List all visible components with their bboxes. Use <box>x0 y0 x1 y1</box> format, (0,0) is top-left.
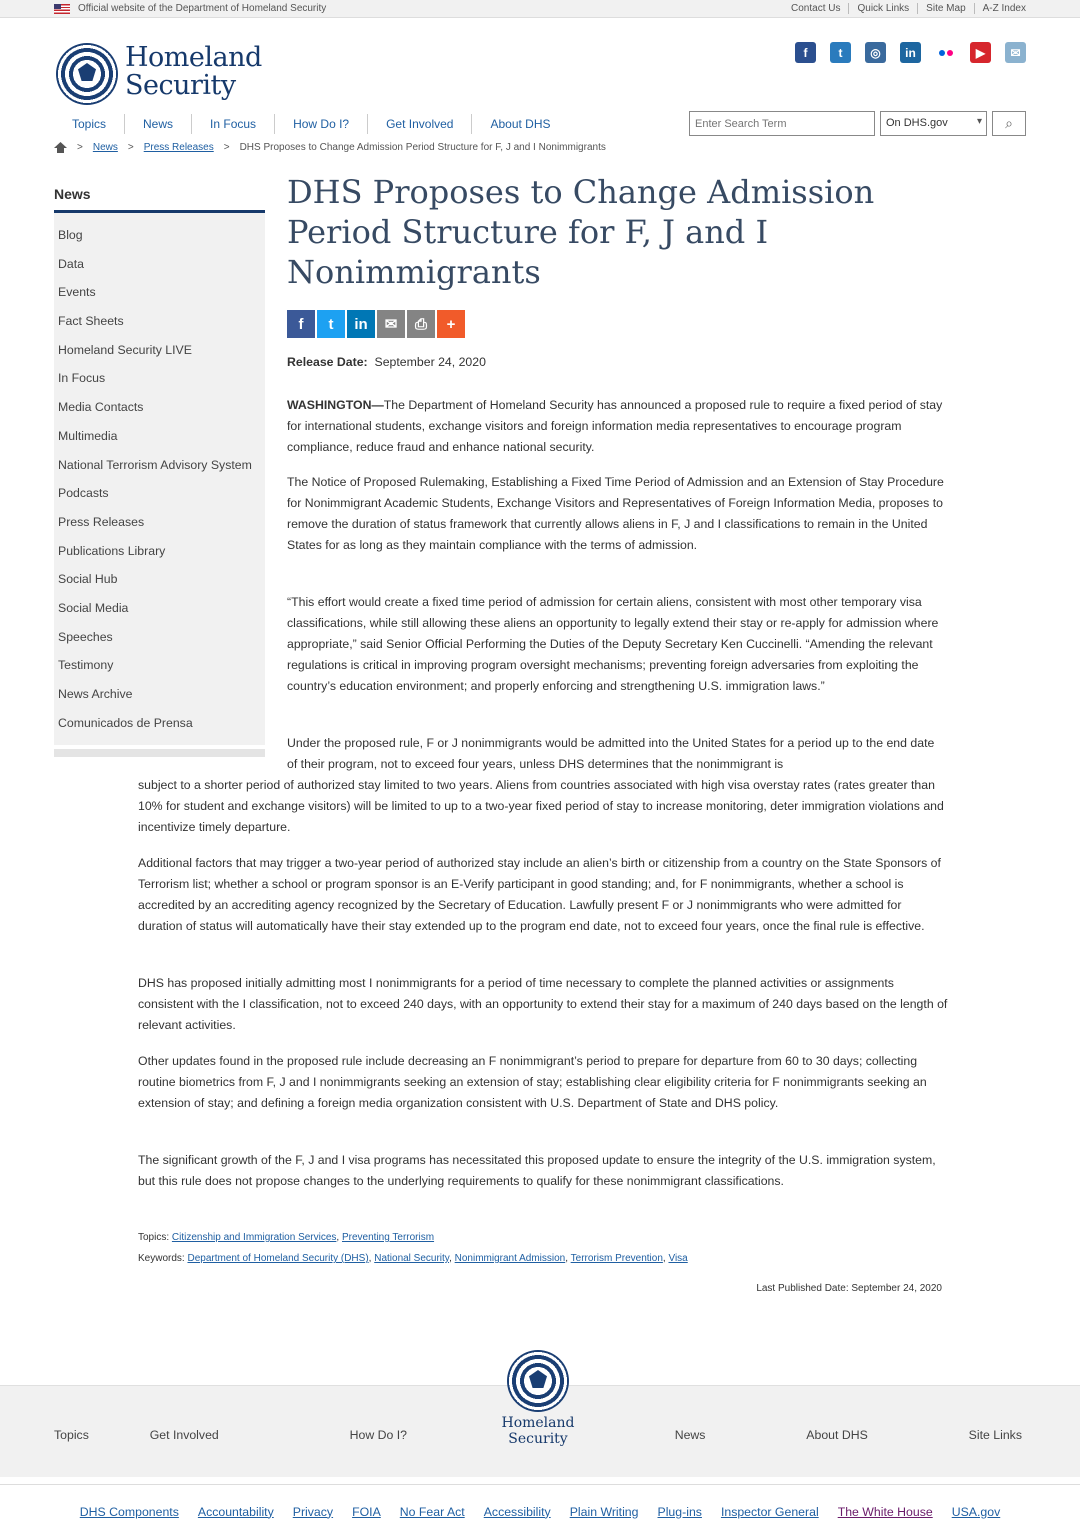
nav-how-do-i[interactable]: How Do I? <box>274 114 367 134</box>
sidebar-list <box>54 213 265 745</box>
sidebar-item-blog[interactable]: Blog <box>58 228 83 242</box>
sidebar-item-fact-sheets[interactable]: Fact Sheets <box>58 314 124 329</box>
search-scope-value: On DHS.gov <box>886 117 948 129</box>
sidebar-footer-bar <box>54 749 265 757</box>
footer-link-usa-gov[interactable]: USA.gov <box>951 1504 1001 1519</box>
footer-nav-topics[interactable]: Topics <box>54 1428 89 1442</box>
a-z-index-link[interactable]: A-Z Index <box>974 3 1026 14</box>
quick-links-link[interactable]: Quick Links <box>848 3 917 14</box>
nav-in-focus[interactable]: In Focus <box>191 114 274 134</box>
article-paragraph-2: The Notice of Proposed Rulemaking, Establishing a Fixed Time Period of Admission and an Extension of Stay Procedure for Nonimmigrant Academic Students, Exchange Visitors and Representatives of Foreign Information Media, proposes to remove the duration of status framework that currently allows aliens in F, J and I classifications to remain in the United States for as long as they maintain compliance with the terms of admission. <box>287 475 944 552</box>
footer-link-plug-ins[interactable]: Plug-ins <box>657 1504 702 1519</box>
site-logo-text[interactable] <box>125 44 262 100</box>
footer-nav-news[interactable]: News <box>674 1428 706 1442</box>
share-toolbar <box>287 310 465 338</box>
sidebar-item-publications-library[interactable]: Publications Library <box>58 543 166 558</box>
utility-links <box>783 3 1026 14</box>
search-button[interactable] <box>992 111 1026 136</box>
sidebar-item-events[interactable]: Events <box>58 285 96 300</box>
share-twitter-icon[interactable]: t <box>317 310 345 338</box>
sidebar-item-in-focus[interactable]: In Focus <box>58 371 106 386</box>
sidebar-nav <box>54 181 265 757</box>
brand-line-2: Security <box>125 70 236 101</box>
keyword-link[interactable]: Visa <box>668 1253 688 1264</box>
site-header <box>0 18 1080 138</box>
topic-link[interactable]: Preventing Terrorism <box>341 1232 435 1243</box>
sidebar-item-social-media[interactable]: Social Media <box>58 600 129 615</box>
sidebar-item-media-contacts[interactable]: Media Contacts <box>58 400 144 415</box>
share-email-icon[interactable]: ✉ <box>377 310 405 338</box>
release-date-value: September 24, 2020 <box>374 355 486 369</box>
top-bar <box>0 0 1080 18</box>
article-keywords: Keywords: Department of Homeland Security (DHS), National Security, Nonimmigrant Admission, Terrorism Prevention, Visa <box>138 1253 688 1264</box>
nav-news[interactable]: News <box>124 114 191 134</box>
breadcrumb-press-releases[interactable]: Press Releases <box>143 142 214 153</box>
footer-nav-site-links[interactable]: Site Links <box>968 1428 1022 1442</box>
footer-dhs-seal-logo[interactable] <box>507 1350 569 1412</box>
sidebar-item-podcasts[interactable]: Podcasts <box>58 486 109 501</box>
linkedin-icon[interactable]: in <box>900 42 921 63</box>
sidebar-item-ntas[interactable]: National Terrorism Advisory System <box>58 457 252 472</box>
dhs-seal-logo[interactable] <box>56 43 118 105</box>
brand-line-1: Homeland <box>125 42 262 73</box>
email-icon[interactable]: ✉ <box>1005 42 1026 63</box>
footer-nav-get-involved[interactable]: Get Involved <box>149 1428 219 1442</box>
article-paragraph-4a: Under the proposed rule, F or J nonimmigrants would be admitted into the United States for a period up to the end date of their program, not to exceed four years, unless DHS determines that the nonimmigrant is <box>287 736 935 771</box>
breadcrumb-separator: > <box>223 142 230 153</box>
nav-get-involved[interactable]: Get Involved <box>367 114 471 134</box>
home-icon[interactable] <box>54 142 67 153</box>
topics-label: Topics: <box>138 1232 170 1243</box>
footer-link-inspector-general[interactable]: Inspector General <box>720 1504 819 1519</box>
search-bar <box>689 111 1026 136</box>
keyword-link[interactable]: Department of Homeland Security (DHS) <box>187 1253 369 1264</box>
breadcrumb <box>54 142 606 153</box>
article-paragraph-3: “This effort would create a fixed time period of admission for certain aliens, consistent with most other temporary visa classifications, while still allowing these aliens an opportunity to legally extend their stay or re-apply for admission where appropriate,” said Senior Official Performing the Duties of the Deputy Secretary Ken Cuccinelli. “Amending the relevant regulations is critical in improving program oversight mechanisms; preventing foreign adversaries from exploiting the country’s education environment; and properly enforcing and strengthening U.S. immigration laws.” <box>287 595 939 693</box>
breadcrumb-current: DHS Proposes to Change Admission Period Structure for F, J and I Nonimmigrants <box>239 142 606 153</box>
footer-link-dhs-components[interactable]: DHS Components <box>79 1504 179 1519</box>
sidebar-item-testimony[interactable]: Testimony <box>58 658 114 673</box>
sidebar-item-news-archive[interactable]: News Archive <box>58 687 133 701</box>
nav-about-dhs[interactable]: About DHS <box>471 114 568 134</box>
release-date-label: Release Date: <box>287 355 368 369</box>
article-paragraph-5: Additional factors that may trigger a two-year period of authorized stay include an alien’s birth or citizenship from a country on the State Sponsors of Terrorism list; whether a school or program sponsor is an E-Verify participant in good standing; and, for F nonimmigrants, whether a school is accredited by an accrediting agency recognized by the Secretary of Education. Lawfully present F or J nonimmigrants who were admitted for duration of status will automatically have their stay extended up to the program end date, not to exceed four years, once the final rule is effective. <box>138 856 941 933</box>
share-print-icon[interactable]: ⎙ <box>407 310 435 338</box>
dateline: WASHINGTON— <box>287 398 384 412</box>
main-nav <box>54 114 569 134</box>
sidebar-item-multimedia[interactable]: Multimedia <box>58 428 118 443</box>
share-more-icon[interactable]: + <box>437 310 465 338</box>
article-topics: Topics: Citizenship and Immigration Services, Preventing Terrorism <box>138 1232 435 1243</box>
breadcrumb-separator: > <box>77 142 83 153</box>
search-scope-select[interactable] <box>880 111 987 136</box>
keywords-label: Keywords: <box>138 1253 185 1264</box>
contact-us-link[interactable]: Contact Us <box>791 3 841 14</box>
footer-logo-text[interactable] <box>490 1415 586 1447</box>
breadcrumb-news[interactable]: News <box>92 142 118 153</box>
page-title: DHS Proposes to Change Admission Period Structure for F, J and I Nonimmigrants <box>287 173 875 291</box>
youtube-icon[interactable]: ▶ <box>970 42 991 63</box>
footer-brand-line-2: Security <box>508 1431 568 1447</box>
instagram-icon[interactable]: ◎ <box>865 42 886 63</box>
breadcrumb-separator: > <box>127 142 134 153</box>
sidebar-heading: News <box>54 181 265 213</box>
last-published-date: Last Published Date: September 24, 2020 <box>756 1283 942 1294</box>
keyword-link[interactable]: Terrorism Prevention <box>570 1253 663 1264</box>
keyword-link[interactable]: Nonimmigrant Admission <box>454 1253 566 1264</box>
footer-link-privacy[interactable]: Privacy <box>292 1504 334 1519</box>
footer-bottom-links <box>0 1484 1080 1538</box>
site-map-link[interactable]: Site Map <box>917 3 973 14</box>
paragraph-1-text: The Department of Homeland Security has announced a proposed rule to require a fixed period of stay for international students, exchange visitors and foreign information media representatives to encourage program compliance, reduce fraud and enhance national security. <box>287 398 943 454</box>
footer-nav-how-do-i[interactable]: How Do I? <box>349 1428 408 1442</box>
flickr-icon[interactable] <box>935 42 956 63</box>
search-icon: ⌕ <box>1005 115 1013 131</box>
share-linkedin-icon[interactable]: in <box>347 310 375 338</box>
facebook-icon[interactable]: f <box>795 42 816 63</box>
footer-link-accountability[interactable]: Accountability <box>197 1504 274 1519</box>
article-paragraph-6: DHS has proposed initially admitting most I nonimmigrants for a period of time necessary to complete the planned activities or assignments consistent with the I classification, not to exceed 240 days, with an opportunity to extend their stay for a maximum of 240 days based on the length of relevant activities. <box>138 976 948 1032</box>
footer-link-white-house[interactable]: The White House <box>837 1504 933 1519</box>
topic-link[interactable]: Citizenship and Immigration Services <box>171 1232 337 1243</box>
article-paragraph-7: Other updates found in the proposed rule include decreasing an F nonimmigrant’s period to prepare for departure from 60 to 30 days; collecting routine biometrics from F, J and I nonimmigrants seeking an extension of stay; establishing clear eligibility criteria for F nonimmigrants seeking an extension of stay; and defining a foreign media organization consistent with U.S. Department of State and DHS policy. <box>138 1054 927 1110</box>
footer-link-accessibility[interactable]: Accessibility <box>483 1504 551 1519</box>
sidebar-item-comunicados[interactable]: Comunicados de Prensa <box>58 715 193 730</box>
sidebar-item-data[interactable]: Data <box>58 256 84 271</box>
footer-link-foia[interactable]: FOIA <box>352 1504 381 1519</box>
nav-topics[interactable]: Topics <box>72 117 107 131</box>
footer-link-plain-writing[interactable]: Plain Writing <box>569 1504 639 1519</box>
article-paragraph-8: The significant growth of the F, J and I visa programs has necessitated this proposed update to ensure the integrity of the U.S. immigration system, but this rule does not propose changes to the underlying requirements to qualify for these nonimmigrant classifications. <box>138 1153 936 1188</box>
sidebar-item-speeches[interactable]: Speeches <box>58 629 113 644</box>
search-input[interactable] <box>689 111 875 136</box>
footer-link-no-fear-act[interactable]: No Fear Act <box>399 1504 465 1519</box>
keyword-link[interactable]: National Security <box>374 1253 450 1264</box>
share-facebook-icon[interactable]: f <box>287 310 315 338</box>
sidebar-item-homeland-security-live[interactable]: Homeland Security LIVE <box>58 342 192 357</box>
release-date <box>287 355 486 369</box>
us-flag-icon <box>54 4 70 14</box>
footer-brand-line-1: Homeland <box>501 1415 575 1431</box>
sidebar-item-press-releases[interactable]: Press Releases <box>58 514 145 529</box>
twitter-icon[interactable]: t <box>830 42 851 63</box>
sidebar-item-social-hub[interactable]: Social Hub <box>58 572 118 587</box>
official-site-text: Official website of the Department of Homeland Security <box>78 3 327 14</box>
official-site-notice <box>54 3 326 14</box>
article-paragraph-1 <box>287 395 947 458</box>
article-paragraph-4b: subject to a shorter period of authorized stay limited to two years. Aliens from countries associated with high visa overstay rates (rates greater than 10% for student and exchange visitors) will be limited to up to a two-year fixed period of stay to increase monitoring, deter immigration violations and incentivize timely departure. <box>138 778 944 834</box>
footer-nav-about-dhs[interactable]: About DHS <box>806 1428 868 1442</box>
social-links <box>795 42 1026 63</box>
